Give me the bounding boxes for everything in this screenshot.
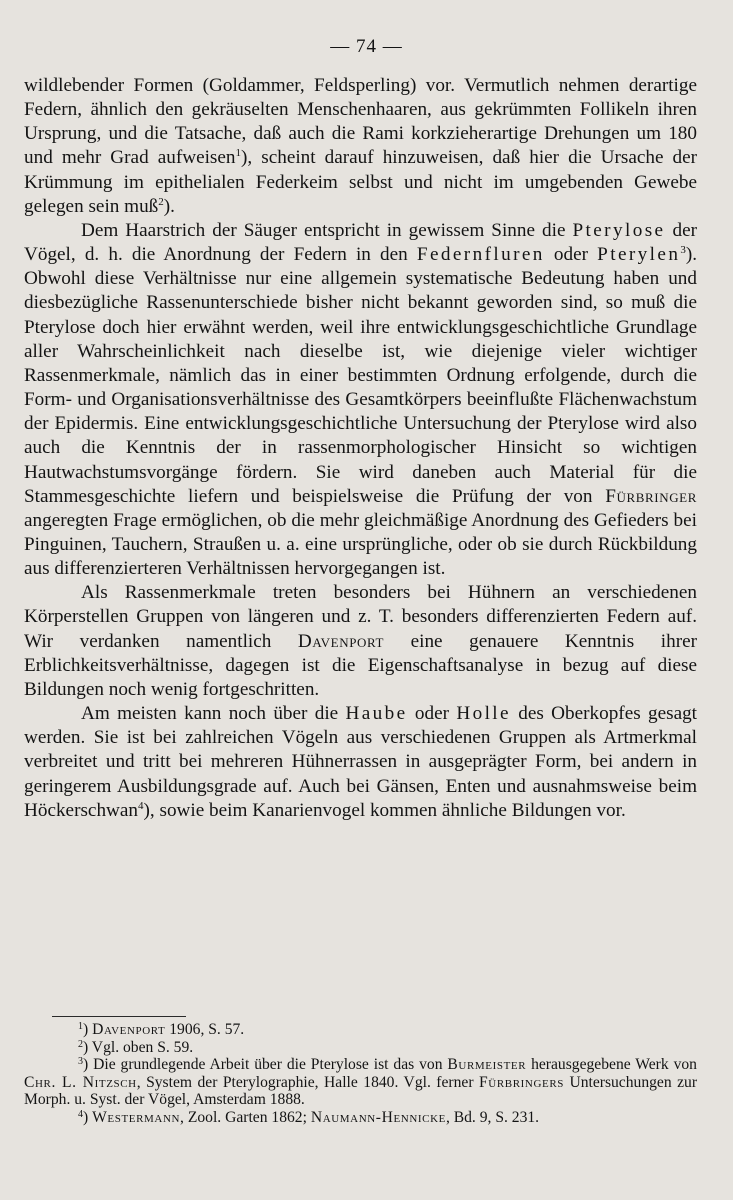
footnote-marker: 4 <box>78 1108 83 1120</box>
footnote-marker: 3 <box>78 1056 83 1068</box>
author-name: Davenport <box>92 1021 166 1038</box>
page-number: — 74 — <box>330 36 403 57</box>
text-run: ). <box>163 195 175 217</box>
text-run: 1906, S. 57. <box>165 1021 245 1038</box>
author-name: Burmeister <box>447 1056 527 1074</box>
author-name: Fürbringers <box>479 1073 564 1091</box>
text-run: eine genauere Kenntnis ihrer Erblichkeitsverhältnisse, dagegen ist die Eigenschaftsanalyse in bezug auf diese Bildungen noch wenig fortgeschritten. <box>24 630 697 700</box>
text-run: ) Die grundlegende Arbeit über die Pterylose ist das von <box>83 1056 448 1074</box>
text-run: , System der Pterylographie, Halle 1840. Vgl. ferner <box>136 1073 480 1091</box>
text-run: Untersuchungen zur Morph. u. Syst. der Vögel, Amsterdam 1888. <box>24 1073 698 1109</box>
author-name: Westermann <box>92 1108 181 1126</box>
text-run: wildlebender Formen (Goldammer, Feldsperling) vor. Vermutlich nehmen derartige Federn, ähnlich den gekräuselten Menschenhaaren, aus gekrümmten Follikeln ihren Ursprung, und die Tatsache, daß auch die Rami korkzieherartige Drehungen um 180 und mehr Grad aufweisen <box>24 75 697 169</box>
text-run: herausgegebene Werk von <box>526 1056 697 1074</box>
spaced-term: Holle <box>456 703 511 725</box>
text-run: , Bd. 9, S. 231. <box>445 1108 540 1126</box>
spaced-term: Haube <box>345 703 408 725</box>
author-name: Davenport <box>297 630 385 652</box>
footnote-marker: 3 <box>680 244 686 257</box>
footnote-marker: 2 <box>158 195 164 208</box>
text-run: der Vögel, d. h. die Anordnung der Federn in den <box>24 219 697 266</box>
paragraph <box>24 581 697 702</box>
paragraph <box>24 702 697 823</box>
text-run: ) <box>83 1108 93 1126</box>
footnotes <box>24 1021 697 1127</box>
footnote-divider <box>52 1016 186 1017</box>
footnote <box>24 1056 697 1109</box>
text-run: ). Obwohl diese Verhältnisse nur eine allgemein systematische Bedeutung haben und diesbezügliche Rassenunterschiede bisher nicht bekannt geworden sind, so muß die Pterylose doch hier erwähnt werden, weil ihre entwicklungsgeschichtliche Grundlage aller Wahrscheinlichkeit nach dieselbe ist, wie diejenige vieler wichtiger Rassenmerkmale, nämlich das in einer bestimmten Ordnung erfolgende, durch die Form- und Organisationsverhältnisse des Gesamtkörpers beeinflußte Flächenwachstum der Epidermis. Eine entwicklungsgeschichtliche Untersuchung der Pterylose wird also auch die Kenntnis der in rassenmorphologischer Hinsicht so wichtigen Hautwachstumsvorgänge fördern. Sie wird daneben auch Material für die Stammesgeschichte liefern und beispielsweise die Prüfung der von <box>24 244 698 507</box>
text-run: angeregten Frage ermöglichen, ob die mehr gleichmäßige Anordnung des Gefieders bei Pinguinen, Tauchern, Straußen u. a. eine ursprüngliche, oder ob sie durch Rückbildung aus differenzierteren Verhältnissen hervorgegangen ist. <box>24 509 697 580</box>
footnote-marker: 4 <box>138 799 144 812</box>
footnote-marker: 1 <box>235 147 242 160</box>
text-run: des Oberkopfes gesagt werden. Sie ist bei zahlreichen Vögeln aus verschiedenen Gruppen als Artmerkmal verbreitet und tritt bei mehreren Hühnerrassen in ausgeprägter Form, bei andern in geringerem Ausbildungsgrade auf. Auch bei Gänsen, Enten und ausnahmsweise beim Höckerschwan <box>24 703 698 821</box>
footnote-marker: 2 <box>78 1038 83 1050</box>
text-run: Als Rassenmerkmale treten besonders bei Hühnern an verschiedenen Körperstellen Gruppen von längeren und z. T. besonders differenzierten Federn auf. Wir verdanken namentlich <box>24 582 697 652</box>
footnote <box>24 1021 697 1039</box>
paragraph <box>24 74 697 219</box>
author-name: Fürbringer <box>605 485 697 507</box>
spaced-term: Pterylose <box>572 219 666 241</box>
text-run: oder <box>544 244 598 266</box>
text-run: ) <box>83 1021 93 1038</box>
spaced-term: Federnfluren <box>416 244 545 266</box>
main-text <box>24 74 697 823</box>
text-run: Dem Haarstrich der Säuger entspricht in gewissem Sinne die <box>81 219 573 241</box>
text-run: Am meisten kann noch über die <box>81 703 346 725</box>
footnote-marker: 1 <box>78 1021 83 1032</box>
text-run: ) Vgl. oben S. 59. <box>83 1038 194 1056</box>
footnote <box>24 1039 697 1057</box>
paragraph <box>24 219 697 581</box>
text-run: , Zool. Garten 1862; <box>180 1108 311 1126</box>
text-run: oder <box>407 703 457 725</box>
text-run: ), scheint darauf hinzuweisen, daß hier die Ursache der Krümmung im epithelialen Federkeim selbst und nicht im umgebenden Gewebe gelegen sein muß <box>24 147 698 217</box>
footnote <box>24 1109 697 1127</box>
author-name: Chr. L. Nitzsch <box>24 1073 137 1091</box>
author-name: Naumann-Hennicke <box>310 1108 446 1126</box>
text-run: ), sowie beim Kanarienvogel kommen ähnliche Bildungen vor. <box>143 799 626 821</box>
spaced-term: Pterylen <box>597 244 681 266</box>
